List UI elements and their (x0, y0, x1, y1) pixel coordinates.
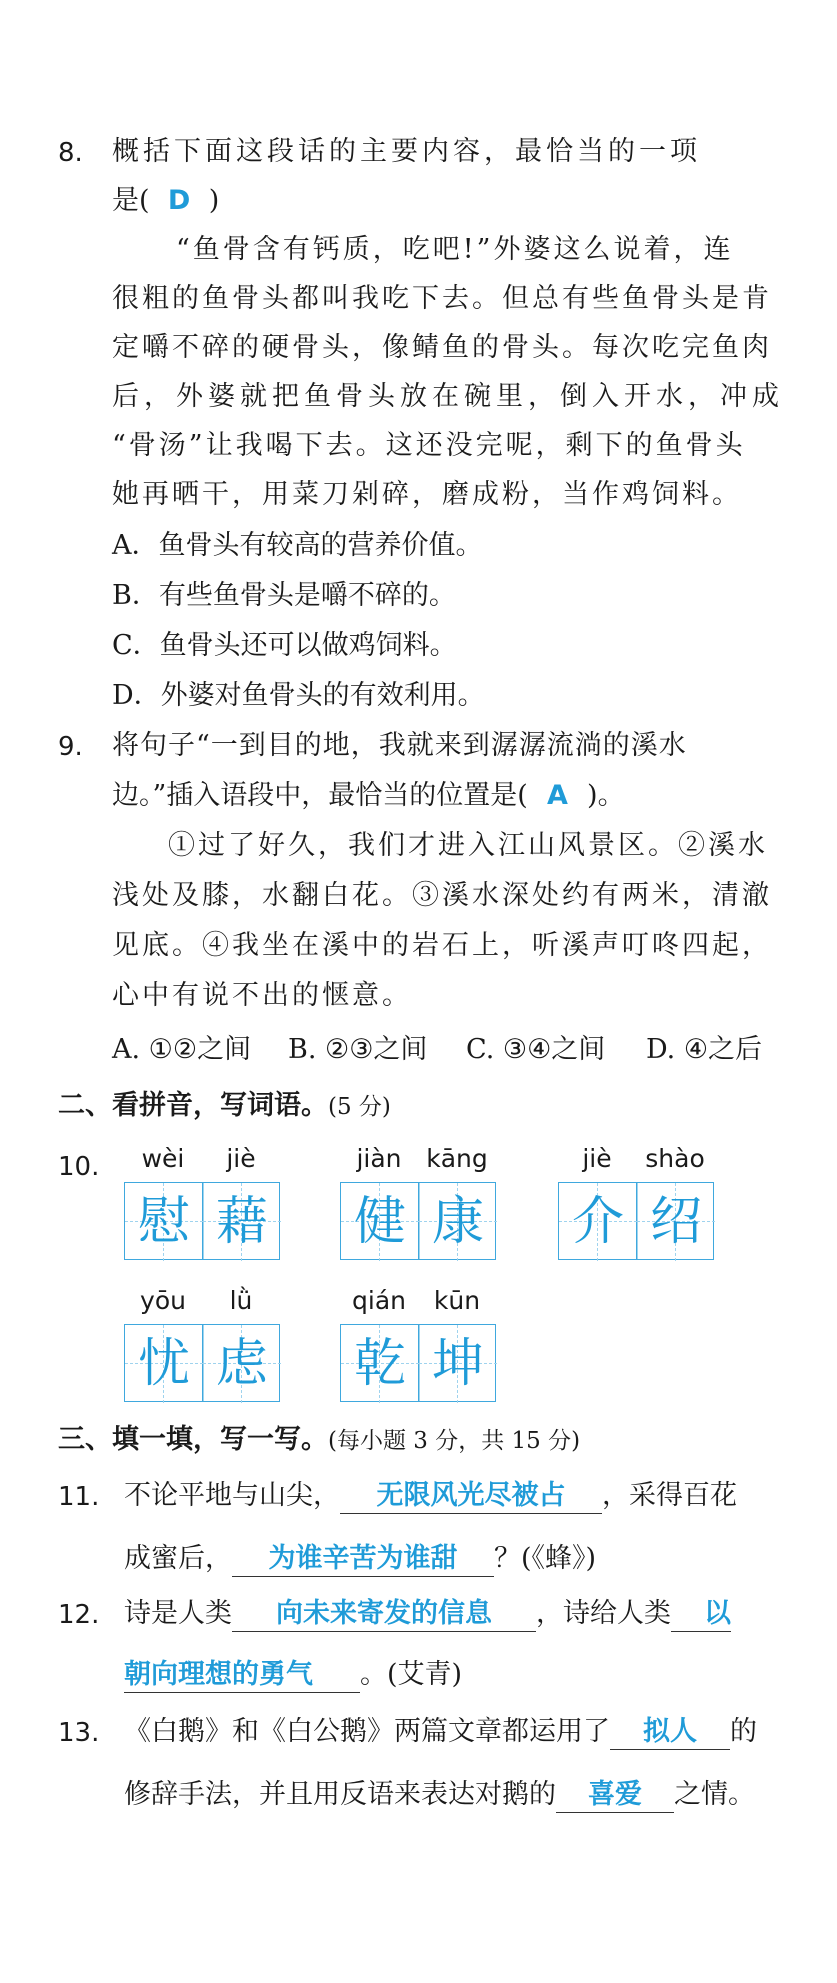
question-8-stem-line2 (112, 183, 219, 219)
question-13-text: 的 (730, 1716, 757, 1747)
answer-blank: 以 (671, 1597, 731, 1632)
question-8-option-b: B．有些鱼骨头是嚼不碎的。 (112, 580, 456, 611)
question-8-stem-prefix: 是( (112, 185, 150, 216)
question-9-number: 9. (58, 732, 83, 762)
question-8-answer: D (167, 185, 191, 216)
question-8-stem: 概括下面这段话的主要内容，最恰当的一项 (112, 136, 701, 167)
answer-char: 介 (571, 1192, 624, 1252)
question-9-answer: A (546, 780, 568, 811)
question-8-passage-line: “鱼骨含有钙质，吃吧!”外婆这么说着，连 (176, 234, 734, 265)
pinyin: kāng (426, 1144, 488, 1173)
question-8-passage-line: 后，外婆就把鱼骨头放在碗里，倒入开水，冲成 (112, 381, 784, 412)
question-13-line1 (124, 1714, 757, 1750)
question-13-text: 之情。 (674, 1779, 755, 1810)
pinyin: jiàn (356, 1144, 402, 1173)
section-3-heading (58, 1422, 580, 1459)
answer-char: 乾 (353, 1334, 406, 1394)
pinyin: jiè (226, 1144, 256, 1173)
answer-blank: 朝向理想的勇气 (124, 1658, 360, 1693)
question-11-line1 (124, 1478, 737, 1514)
question-11-text: 成蜜后， (124, 1543, 232, 1574)
question-11-text: ，采得百花 (602, 1480, 737, 1511)
question-9-stem-line2 (112, 778, 625, 814)
pinyin: shào (645, 1144, 705, 1173)
question-9-stem-prefix: 边。”插入语段中，最恰当的位置是( (112, 780, 528, 811)
question-8-option-c: C．鱼骨头还可以做鸡饲料。 (112, 630, 457, 661)
question-12-number: 12. (58, 1600, 100, 1630)
question-8-passage-line: “骨汤”让我喝下去。这还没完呢，剩下的鱼骨头 (112, 430, 746, 461)
answer-blank: 向未来寄发的信息 (232, 1597, 536, 1632)
question-8-passage-line: 很粗的鱼骨头都叫我吃下去。但总有些鱼骨头是肯 (112, 283, 772, 314)
question-9-option-d: D. ④之后 (646, 1034, 763, 1065)
question-9-option-b: B. ②③之间 (288, 1034, 428, 1065)
question-12-line1 (124, 1596, 731, 1632)
section-3-title: 三、填一填，写一写。 (58, 1424, 328, 1455)
tian-grid (340, 1324, 496, 1402)
answer-blank: 喜爱 (556, 1778, 674, 1813)
answer-blank: 为谁辛苦为谁甜 (232, 1542, 494, 1577)
question-8-option-a: A．鱼骨头有较高的营养价值。 (112, 530, 483, 561)
answer-char: 绍 (649, 1192, 702, 1252)
question-9-stem: 将句子“一到目的地，我就来到潺潺流淌的溪水 (112, 730, 687, 761)
answer-char: 藉 (215, 1192, 268, 1252)
tian-grid (124, 1324, 280, 1402)
pinyin: wèi (141, 1144, 185, 1173)
tian-grid (558, 1182, 714, 1260)
answer-char: 忧 (137, 1334, 190, 1394)
question-11-text: ？(《蜂》) (494, 1543, 597, 1574)
question-9-passage-line: 浅处及膝，水翻白花。③溪水深处约有两米，清澈 (112, 880, 772, 911)
question-13-number: 13. (58, 1718, 100, 1748)
question-8-stem-suffix: ) (208, 185, 220, 216)
answer-char: 坤 (431, 1334, 484, 1394)
pinyin: qián (352, 1286, 406, 1315)
pinyin: kūn (433, 1286, 481, 1315)
pinyin: jiè (582, 1144, 612, 1173)
question-8-passage-line: 定嚼不碎的硬骨头，像鲭鱼的骨头。每次吃完鱼肉 (112, 332, 772, 363)
section-2-score: (5 分) (328, 1094, 391, 1120)
answer-blank: 无限风光尽被占 (340, 1479, 602, 1514)
question-9-option-a: A. ①②之间 (112, 1034, 252, 1065)
answer-char: 虑 (215, 1334, 268, 1394)
question-8-number: 8. (58, 138, 83, 168)
question-12-text: ，诗给人类 (536, 1598, 671, 1629)
answer-blank: 拟人 (610, 1715, 730, 1750)
question-9-stem-suffix: )。 (587, 780, 625, 811)
question-8-option-d: D．外婆对鱼骨头的有效利用。 (112, 680, 485, 711)
question-10-number: 10. (58, 1152, 100, 1182)
question-11-number: 11. (58, 1482, 100, 1512)
question-11-text: 不论平地与山尖， (124, 1480, 340, 1511)
question-12-text: 。(艾青) (360, 1659, 463, 1690)
pinyin: lǜ (229, 1286, 253, 1315)
tian-grid (124, 1182, 280, 1260)
question-9-option-c: C. ③④之间 (466, 1034, 606, 1065)
question-13-line2 (124, 1777, 755, 1813)
question-13-text: 《白鹅》和《白公鹅》两篇文章都运用了 (124, 1716, 610, 1747)
question-8-passage-line: 她再晒干，用菜刀剁碎，磨成粉，当作鸡饲料。 (112, 479, 742, 510)
tian-grid (340, 1182, 496, 1260)
question-13-text: 修辞手法，并且用反语来表达对鹅的 (124, 1779, 556, 1810)
answer-char: 健 (353, 1192, 406, 1252)
question-12-line2 (124, 1657, 462, 1693)
section-2-heading (58, 1088, 391, 1125)
section-2-title: 二、看拼音，写词语。 (58, 1090, 328, 1121)
question-11-line2 (124, 1541, 596, 1577)
pinyin: yōu (140, 1286, 186, 1315)
section-3-score: (每小题 3 分，共 15 分) (328, 1428, 581, 1454)
question-9-passage-line: 见底。④我坐在溪中的岩石上，听溪声叮咚四起， (112, 930, 772, 961)
question-9-passage-line: ①过了好久，我们才进入江山风景区。②溪水 (168, 830, 768, 861)
question-12-text: 诗是人类 (124, 1598, 232, 1629)
answer-char: 康 (431, 1192, 484, 1252)
answer-char: 慰 (137, 1192, 190, 1252)
question-9-passage-line: 心中有说不出的惬意。 (112, 980, 412, 1011)
